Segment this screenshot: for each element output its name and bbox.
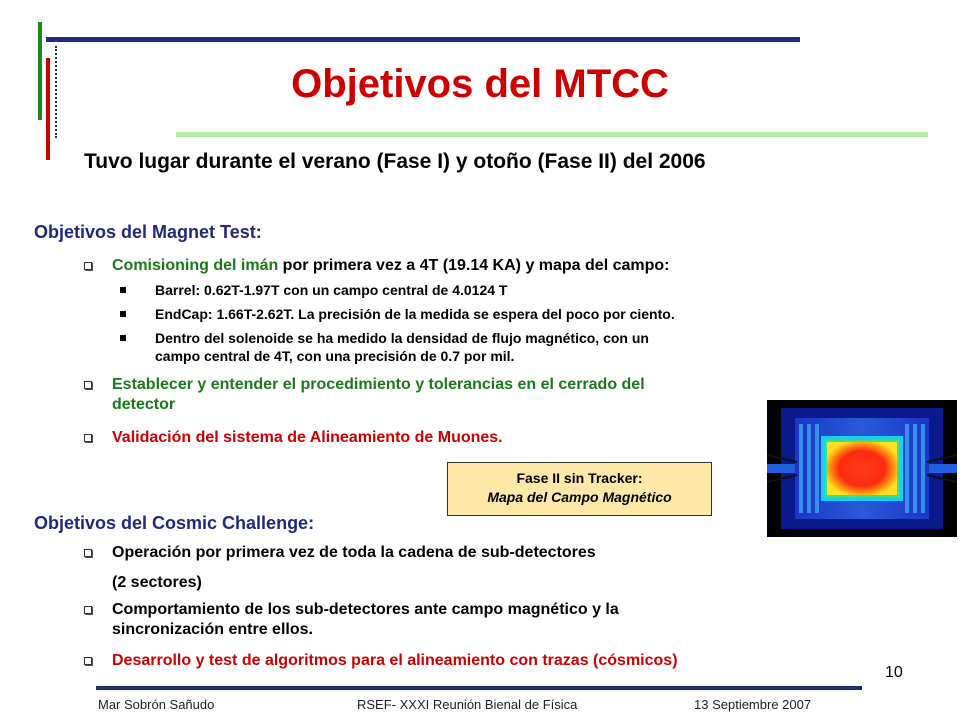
hollow-square-bullet-icon <box>84 381 92 389</box>
operation-text-line2: (2 sectores) <box>112 574 202 591</box>
square-bullet-icon <box>120 311 126 317</box>
barrel-text: Barrel: 0.62T-1.97T con un campo central de 4.0124 T <box>155 282 508 298</box>
operation-text-line1: Operación por primera vez de toda la cadena de sub-detectores <box>112 544 596 561</box>
algorithms-text: Desarrollo y test de algoritmos para el alineamiento con trazas (cósmicos) <box>112 652 678 669</box>
solenoid-text-line2: campo central de 4T, con una precisión de 0.7 por mil. <box>155 348 515 364</box>
commissioning-rest-text: por primera vez a 4T (19.14 KA) y mapa del campo: <box>278 257 670 274</box>
hollow-square-bullet-icon <box>84 657 92 665</box>
footer-event: RSEF- XXXI Reunión Bienal de Física <box>357 697 578 712</box>
footer-author: Mar Sobrón Sañudo <box>98 697 215 712</box>
deco-bottom-navy-bar <box>96 686 862 690</box>
behaviour-text-line2: sincronización entre ellos. <box>112 621 313 638</box>
endcap-text: EndCap: 1.66T-2.62T. La precisión de la medida se espera del poco por ciento. <box>155 306 675 322</box>
muon-alignment-text: Validación del sistema de Alineamiento de Muones. <box>112 429 503 446</box>
hollow-square-bullet-icon <box>84 606 92 614</box>
square-bullet-icon <box>120 335 126 341</box>
deco-top-navy-bar <box>46 37 800 42</box>
subtitle: Tuvo lugar durante el verano (Fase I) y otoño (Fase II) del 2006 <box>84 150 706 173</box>
cosmic-section-heading: Objetivos del Cosmic Challenge: <box>34 513 315 533</box>
magnet-section-heading: Objetivos del Magnet Test: <box>34 222 262 242</box>
page-number: 10 <box>885 664 903 681</box>
hollow-square-bullet-icon <box>84 434 92 442</box>
square-bullet-icon <box>120 287 126 293</box>
page-title: Objetivos del MTCC <box>291 62 669 106</box>
footer-date: 13 Septiembre 2007 <box>694 697 812 712</box>
field-map-caption-box <box>447 462 712 516</box>
behaviour-text-line1: Comportamiento de los sub-detectores ante campo magnético y la <box>112 601 619 618</box>
commissioning-text: Comisioning del imán <box>112 257 279 274</box>
deco-green-bar <box>176 132 928 137</box>
solenoid-text-line1: Dentro del solenoide se ha medido la densidad de flujo magnético, con un <box>155 330 649 346</box>
magnetic-field-map-image <box>767 400 957 537</box>
caption-line2: Mapa del Campo Magnético <box>487 489 672 505</box>
procedure-text-line2: detector <box>112 396 176 413</box>
caption-line1: Fase II sin Tracker: <box>516 470 643 486</box>
hollow-square-bullet-icon <box>84 549 92 557</box>
procedure-text-line1: Establecer y entender el procedimiento y tolerancias en el cerrado del <box>112 376 645 393</box>
hollow-square-bullet-icon <box>84 262 92 270</box>
